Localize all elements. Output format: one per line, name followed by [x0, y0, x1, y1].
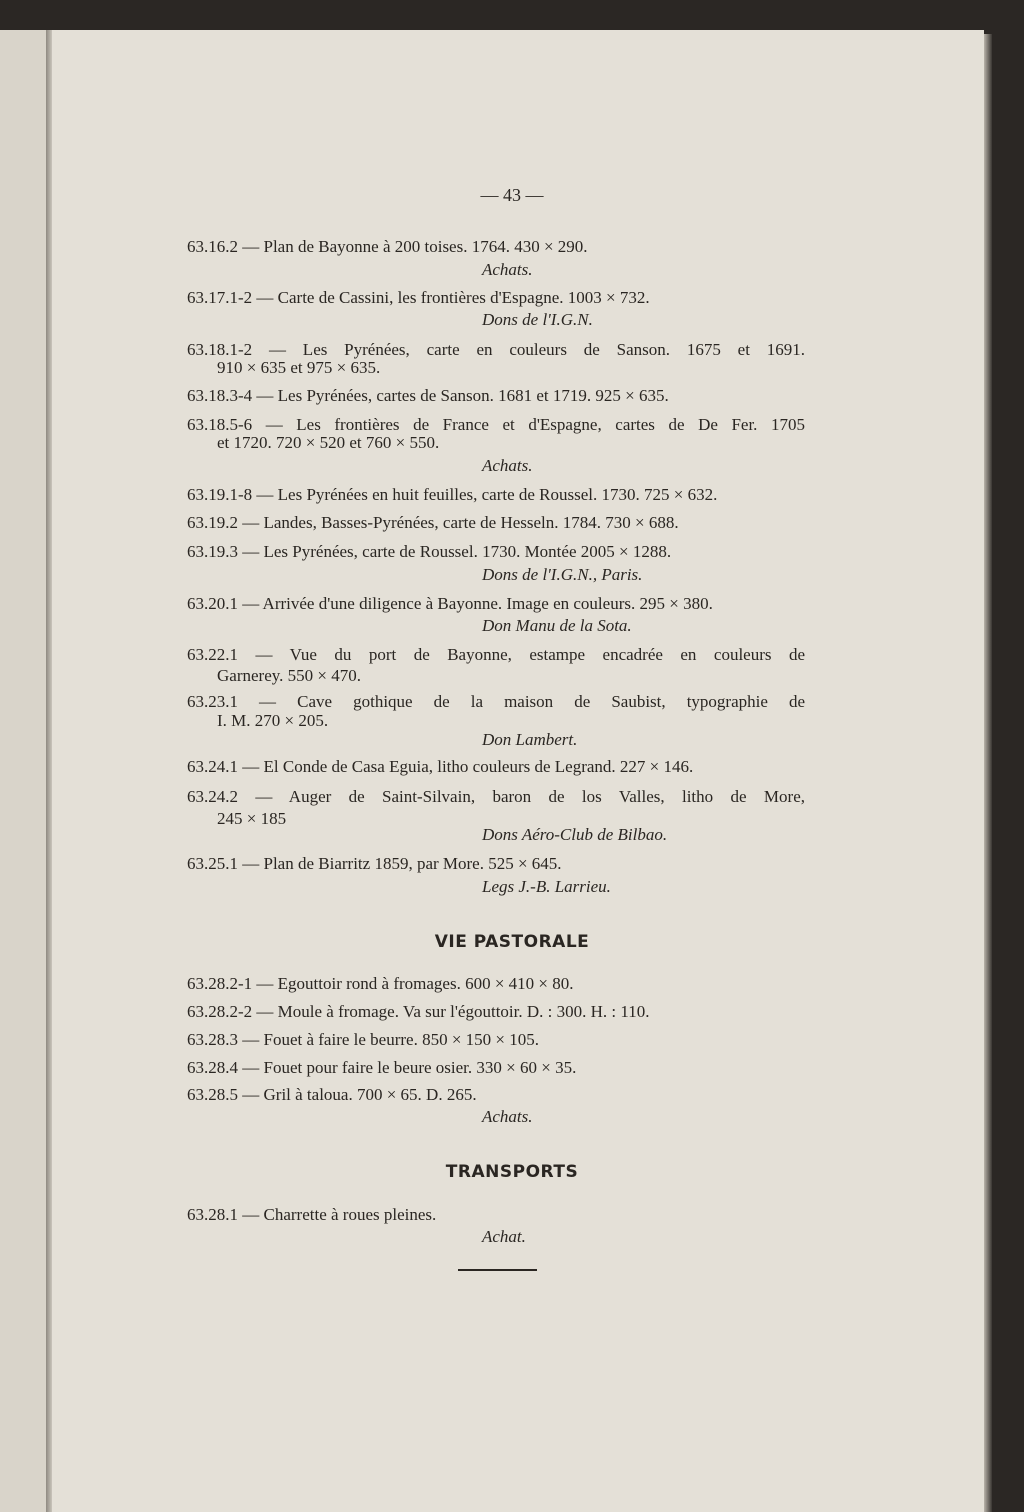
facing-page-edge [0, 30, 46, 1512]
entry-continuation: 245 × 185 [217, 809, 287, 828]
entry-line: 63.18.3-4 — Les Pyrénées, cartes de Sanson. 1681 et 1719. 925 × 635. [187, 386, 669, 405]
page-number: — 43 — [480, 185, 544, 205]
entry-line: 63.18.5-6 — Les frontières de France et d'Espagne, cartes de De Fer. 1705 [187, 415, 805, 434]
entry-continuation: Garnerey. 550 × 470. [217, 666, 361, 685]
entry-line: 63.28.5 — Gril à taloua. 700 × 65. D. 265. [187, 1085, 477, 1104]
entry-line: 63.28.2-1 — Egouttoir rond à fromages. 600 × 410 × 80. [187, 974, 574, 993]
entry-continuation: I. M. 270 × 205. [217, 711, 329, 730]
entry-line: 63.19.2 — Landes, Basses-Pyrénées, carte de Hesseln. 1784. 730 × 688. [187, 513, 679, 532]
entry-credit: Don Lambert. [482, 730, 578, 749]
entry-line: 63.23.1 — Cave gothique de la maison de Saubist, typographie de [187, 692, 805, 711]
entry-credit: Achats. [482, 260, 533, 279]
entry-line: 63.25.1 — Plan de Biarritz 1859, par More. 525 × 645. [187, 854, 562, 873]
entry-line: 63.20.1 — Arrivée d'une diligence à Bayonne. Image en couleurs. 295 × 380. [187, 594, 713, 613]
entry-line: 63.18.1-2 — Les Pyrénées, carte en couleurs de Sanson. 1675 et 1691. [187, 340, 805, 359]
entry-line: 63.28.3 — Fouet à faire le beurre. 850 × 150 × 105. [187, 1030, 540, 1049]
entry-line: 63.24.2 — Auger de Saint-Silvain, baron de los Valles, litho de More, [187, 787, 805, 806]
entry-line: 63.22.1 — Vue du port de Bayonne, estampe encadrée en couleurs de [187, 645, 805, 664]
entry-line: 63.28.4 — Fouet pour faire le beure osier. 330 × 60 × 35. [187, 1058, 577, 1077]
entry-credit: Dons de l'I.G.N. [482, 310, 593, 329]
entry-line: 63.19.1-8 — Les Pyrénées en huit feuilles, carte de Roussel. 1730. 725 × 632. [187, 485, 718, 504]
section-heading: VIE PASTORALE [434, 932, 590, 952]
entry-credit: Don Manu de la Sota. [482, 616, 632, 635]
entry-credit: Legs J.-B. Larrieu. [482, 877, 611, 896]
entry-line: 63.17.1-2 — Carte de Cassini, les frontières d'Espagne. 1003 × 732. [187, 288, 650, 307]
entry-line: 63.28.1 — Charrette à roues pleines. [187, 1205, 437, 1224]
entry-continuation: et 1720. 720 × 520 et 760 × 550. [217, 433, 440, 452]
entry-line: 63.28.2-2 — Moule à fromage. Va sur l'égouttoir. D. : 300. H. : 110. [187, 1002, 650, 1021]
entry-credit: Achat. [482, 1227, 526, 1246]
entry-continuation: 910 × 635 et 975 × 635. [217, 358, 381, 377]
section-heading: TRANSPORTS [445, 1162, 579, 1182]
entry-line: 63.16.2 — Plan de Bayonne à 200 toises. 1764. 430 × 290. [187, 237, 588, 256]
page-edge [984, 34, 992, 1512]
entry-line: 63.19.3 — Les Pyrénées, carte de Roussel. 1730. Montée 2005 × 1288. [187, 542, 672, 561]
entry-credit: Achats. [482, 456, 533, 475]
entry-credit: Achats. [482, 1107, 533, 1126]
entry-credit: Dons de l'I.G.N., Paris. [482, 565, 643, 584]
entry-line: 63.24.1 — El Conde de Casa Eguia, litho couleurs de Legrand. 227 × 146. [187, 757, 694, 776]
end-rule [458, 1269, 537, 1271]
entry-credit: Dons Aéro-Club de Bilbao. [482, 825, 668, 844]
